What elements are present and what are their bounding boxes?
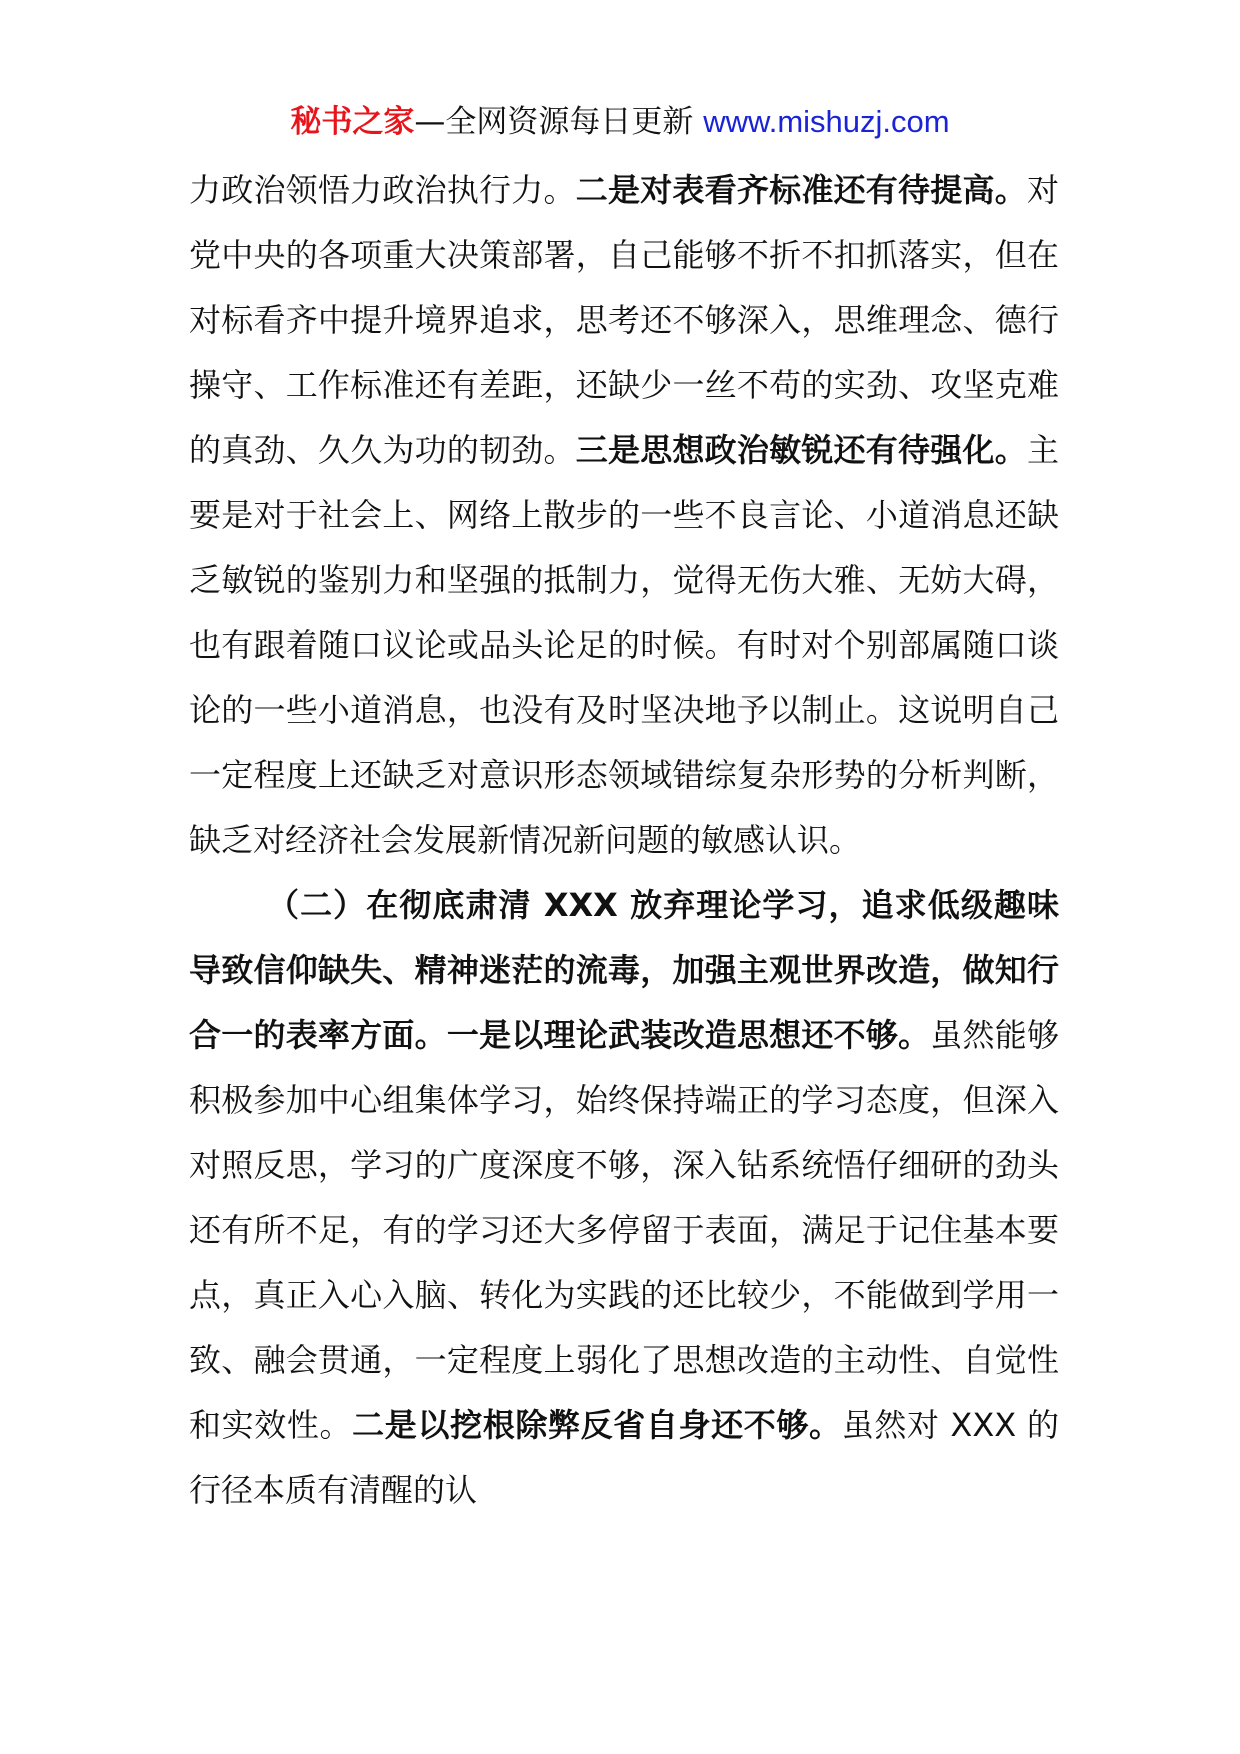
text-run: 对党中央的各项重大决策部署，自己能够不折不扣抓落实，但在对标看齐中提升境界追求，思考还不够深入，思维理念、德行操守、工作标准还有差距，还缺少一丝不苟的实劲、攻坚克难的真劲、久久为功的韧劲。 [189,171,1059,469]
bold-heading-run: 二是以挖根除弊反省自身还不够。 [352,1406,842,1444]
site-slogan: —全网资源每日更新 [414,104,704,140]
bold-heading-run: 二是对表看齐标准还有待提高。 [575,171,1027,209]
site-header [0,100,1240,144]
text-run: 主要是对于社会上、网络上散步的一些不良言论、小道消息还缺乏敏锐的鉴别力和坚强的抵制力，觉得无伤大雅、无妨大碍，也有跟着随口议论或品头论足的时候。有时对个别部属随口谈论的一些小道消息，也没有及时坚决地予以制止。这说明自己一定程度上还缺乏对意识形态领域错综复杂形势的分析判断，缺乏对经济社会发展新情况新问题的敏感认识。 [189,431,1059,859]
bold-heading-run: （二）在彻底肃清 XXX 放弃理论学习，追求低级趣味导致信仰缺失、精神迷茫的流毒，加强主观世界改造，做知行合一的表率方面。一是以理论武装改造思想还不够。 [189,886,1059,1054]
site-brand: 秘书之家 [290,104,415,140]
site-url-link[interactable]: www.mishuzj.com [703,104,950,139]
paragraph [189,873,1059,1523]
text-run: 虽然对 XXX 的行径本质有清醒的认 [189,1406,1059,1509]
text-run: 力政治领悟力政治执行力。 [189,171,576,209]
paragraph [189,158,1059,873]
document-body [189,158,1059,1523]
bold-heading-run: 三是思想政治敏锐还有待强化。 [575,431,1027,469]
text-run: 虽然能够积极参加中心组集体学习，始终保持端正的学习态度，但深入对照反思，学习的广度深度不够，深入钻系统悟仔细研的劲头还有所不足，有的学习还大多停留于表面，满足于记住基本要点，真正入心入脑、转化为实践的还比较少，不能做到学用一致、融会贯通，一定程度上弱化了思想改造的主动性、自觉性和实效性。 [189,1016,1059,1444]
